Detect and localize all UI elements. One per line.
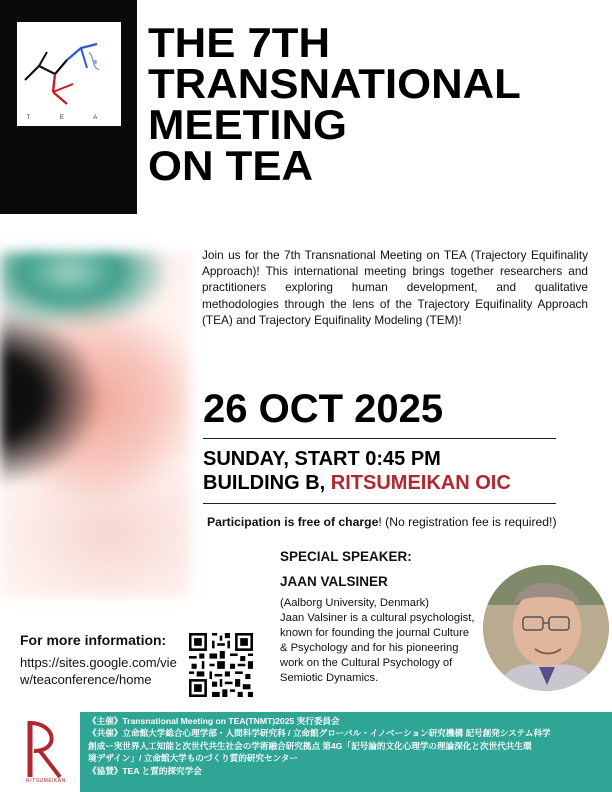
speaker-heading: SPECIAL SPEAKER: [280, 549, 412, 564]
event-description: Join us for the 7th Transnational Meeting on TEA (Trajectory Equifinality Approach)! This international meeting brings together researchers and practitioners exploring human development, and qualitative methodologies through the lens of the Trajectory Equifinality Approach (TEA) and Trajectory Equifinality Modeling (TEM)! [202, 248, 588, 327]
tea-tree-logo-icon [17, 22, 121, 126]
logo-caption: T E A [26, 115, 112, 121]
event-venue [203, 471, 511, 495]
divider [203, 503, 556, 504]
title-line: MEETING [148, 101, 347, 148]
title-line: ON TEA [148, 142, 314, 189]
page-title [148, 19, 612, 189]
footer-line: 創成ー実世界人工知能と次世代共生社会の学術融合研究拠点 第4G「記号論的文化心理学の理論深化と次世代共生環 [88, 740, 532, 751]
qr-code-icon[interactable] [189, 633, 253, 697]
footer-line: 《主催》Transnational Meeting on TEA(TNMT)2025 実行委員会 [88, 716, 340, 726]
free-note-bold: Participation is free of charge [207, 515, 379, 529]
tea-logo [17, 22, 121, 126]
event-date: 26 OCT 2025 [203, 387, 444, 431]
title-line: THE 7TH [148, 19, 331, 66]
divider [203, 438, 556, 439]
info-url-link[interactable]: https://sites.google.com/view/teaconference/home [20, 655, 177, 687]
speaker-bio: Jaan Valsiner is a cultural psychologist, known for founding the journal Culture & Psychology and for his pioneering work on the Cultural Psychology of Semiotic Dynamics. [280, 612, 475, 684]
footer-line: 《協賛》TEA と質的探究学会 [88, 765, 202, 776]
speaker-photo [483, 565, 609, 691]
venue-place: RITSUMEIKAN OIC [330, 472, 511, 494]
title-line: TRANSNATIONAL [148, 60, 521, 107]
info-heading: For more information: [20, 632, 167, 648]
speaker-affiliation: (Aalborg University, Denmark) [280, 597, 429, 609]
decorative-gradient [0, 252, 190, 597]
event-time: SUNDAY, START 0:45 PM [203, 448, 441, 470]
venue-building: BUILDING B, [203, 472, 331, 494]
ritsumeikan-logo-label: RITSUMEIKAN [26, 778, 66, 784]
footer-line: 境デザイン」/ 立命館大学ものづくり質的研究センター [88, 753, 299, 764]
speaker-portrait-image [483, 565, 609, 691]
free-note-rest: ! (No registration fee is required!) [378, 515, 557, 529]
footer-line: 《共催》立命館大学総合心理学部・人間科学研究科 / 立命館グローバル・イノベーション研究機構 記号創発システム科学 [88, 728, 551, 739]
organizer-footer [80, 712, 612, 792]
ritsumeikan-logo-icon [20, 717, 72, 785]
speaker-name: JAAN VALSINER [280, 574, 388, 589]
free-participation-note [207, 514, 557, 530]
